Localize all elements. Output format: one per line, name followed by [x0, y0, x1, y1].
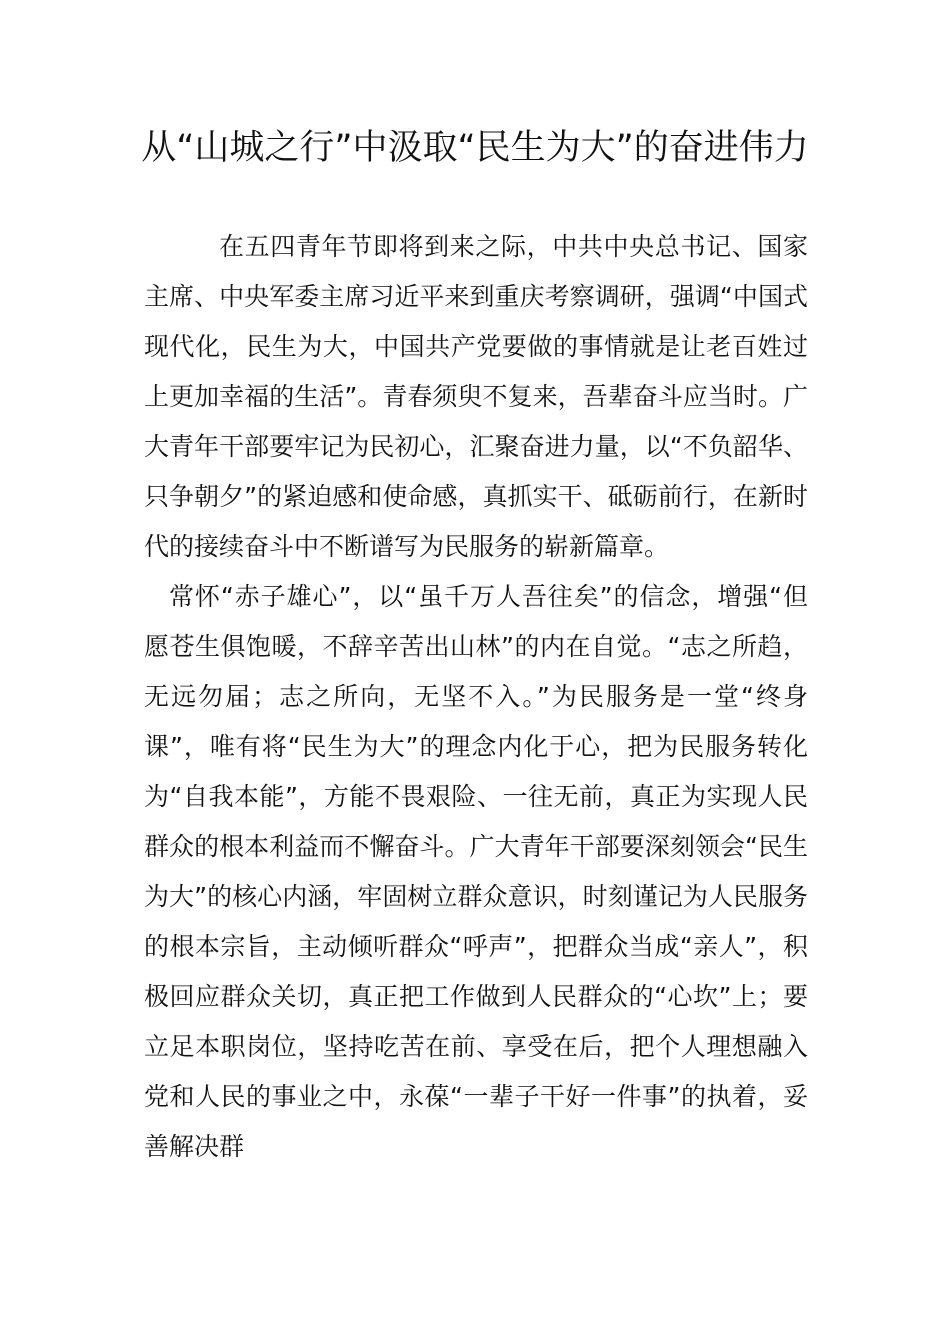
- paragraph-1: 在五四青年节即将到来之际，中共中央总书记、国家主席、中央军委主席习近平来到重庆考察调研，强调“中国式现代化，民生为大，中国共产党要做的事情就是让老百姓过上更加幸福的生活”。青春须臾不复来，吾辈奋斗应当时。广大青年干部要牢记为民初心，汇聚奋进力量，以“不负韶华、只争朝夕”的紧迫感和使命感，真抓实干、砥砺前行，在新时代的接续奋斗中不断谱写为民服务的崭新篇章。: [144, 232, 808, 561]
- document-body: [144, 222, 808, 1172]
- document-title: 从“山城之行”中汲取“民生为大”的奋进伟力: [141, 128, 809, 168]
- paragraph-2: 常怀“赤子雄心”，以“虽千万人吾往矣”的信念，增强“但愿苍生俱饱暖，不辞辛苦出山林”的内在自觉。“志之所趋，无远勿届；志之所向，无坚不入。”为民服务是一堂“终身课”，唯有将“民生为大”的理念内化于心，把为民服务转化为“自我本能”，方能不畏艰险、一往无前，真正为实现人民群众的根本利益而不懈奋斗。广大青年干部要深刻领会“民生为大”的核心内涵，牢固树立群众意识，时刻谨记为人民服务的根本宗旨，主动倾听群众“呼声”，把群众当成“亲人”，积极回应群众关切，真正把工作做到人民群众的“心坎”上；要立足本职岗位，坚持吃苦在前、享受在后，把个人理想融入党和人民的事业之中，永葆“一辈子干好一件事”的执着，妥善解决群: [144, 582, 808, 1161]
